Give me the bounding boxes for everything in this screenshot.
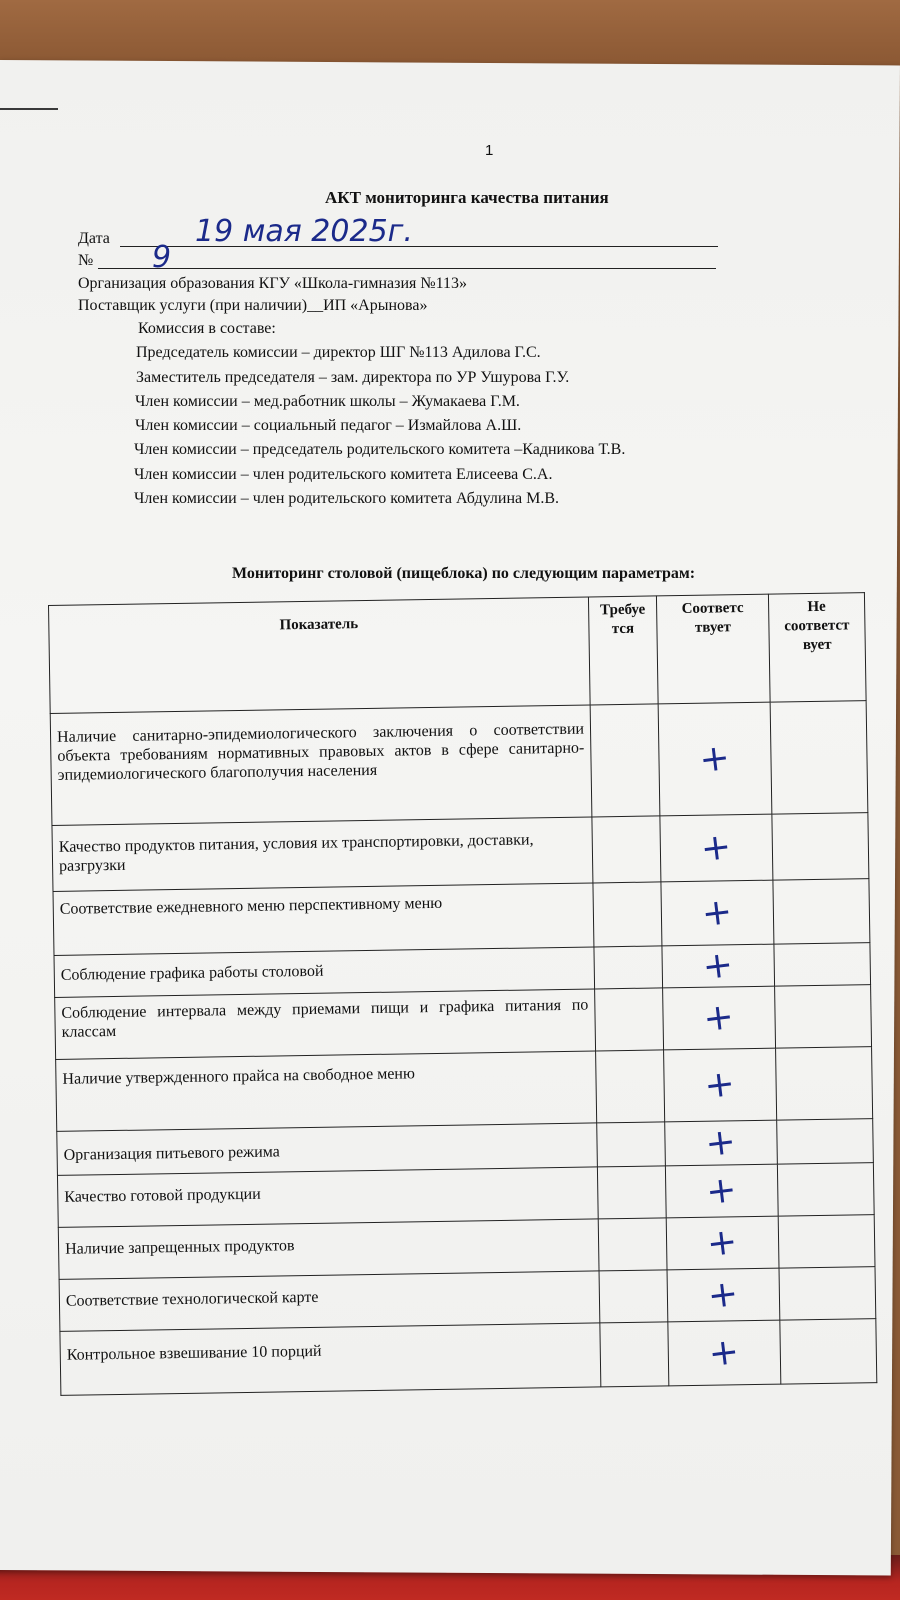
table-row [60, 1319, 877, 1396]
commission-member: Член комиссии – член родительского комитета Абдулина М.В. [134, 490, 560, 507]
not-complies-cell [780, 1319, 877, 1385]
complies-cell [661, 880, 774, 946]
handwritten-plus-mark: + [703, 1120, 739, 1165]
number-underline [98, 268, 716, 269]
complies-cell [660, 814, 773, 882]
indicator-cell: Соответствие ежедневного меню перспективному меню [53, 883, 594, 955]
handwritten-plus-mark: + [705, 1272, 741, 1317]
handwritten-plus-mark: + [706, 1330, 742, 1375]
header-required [588, 596, 658, 705]
header-complies-text: Соответс твует [681, 600, 744, 636]
header-complies [656, 594, 770, 704]
handwritten-plus-mark: + [698, 825, 734, 870]
commission-member: Член комиссии – мед.работник школы – Жумакаева Г.М. [135, 393, 520, 410]
complies-cell [658, 702, 772, 816]
not-complies-cell [772, 813, 869, 880]
number-label: № [78, 252, 94, 269]
handwritten-plus-mark: + [699, 890, 735, 935]
not-complies-cell [779, 1267, 876, 1321]
indicator-cell: Соблюдение графика работы столовой [54, 947, 595, 997]
header-not-complies [768, 593, 866, 702]
number-handwritten-value: 9 [152, 240, 172, 275]
not-complies-cell [776, 1047, 873, 1120]
indicator-cell: Наличие санитарно-эпидемиологического заключения о соответствии объекта требованиям нормативных правовых актов в сфере санитарно-эпидемиологического благополучия населения [50, 705, 592, 825]
commission-heading: Комиссия в составе: [138, 320, 276, 337]
table-header-row [49, 593, 867, 714]
indicator-cell: Соблюдение интервала между приемами пищи и графика питания по классам [55, 989, 596, 1059]
required-cell [595, 988, 664, 1051]
complies-cell [664, 1048, 777, 1122]
complies-cell [665, 1120, 778, 1166]
handwritten-plus-mark: + [705, 1220, 740, 1265]
required-cell [599, 1270, 668, 1323]
indicator-cell: Соответствие технологической карте [59, 1271, 600, 1331]
required-cell [597, 1122, 666, 1167]
complies-cell [667, 1268, 780, 1322]
complies-cell [666, 1216, 779, 1270]
date-handwritten-value: 19 мая 2025г. [195, 214, 413, 249]
not-complies-cell [775, 985, 872, 1049]
page-number: 1 [485, 142, 494, 159]
handwritten-plus-mark: + [702, 1062, 738, 1107]
not-complies-cell [770, 701, 868, 814]
indicator-cell: Качество продуктов питания, условия их транспортировки, доставки, разгрузки [52, 817, 593, 891]
complies-cell [662, 944, 775, 988]
required-cell [598, 1218, 667, 1271]
table-row [56, 1047, 873, 1132]
table-row [50, 701, 868, 826]
commission-member: Председатель комиссии – директор ШГ №113 Адилова Г.С. [136, 344, 541, 361]
corner-rule [0, 108, 58, 110]
handwritten-plus-mark: + [704, 1168, 740, 1213]
section-title: Мониторинг столовой (пищеблока) по следующим параметрам: [232, 565, 696, 582]
handwritten-plus-mark: + [700, 943, 736, 988]
not-complies-cell [773, 879, 870, 945]
header-required-text: Требуе тся [599, 601, 646, 637]
not-complies-cell [777, 1163, 874, 1217]
supplier-line: Поставщик услуги (при наличии)__ИП «Арынова» [78, 297, 428, 314]
complies-cell [663, 986, 776, 1050]
indicator-cell: Наличие утвержденного прайса на свободное меню [56, 1051, 597, 1131]
not-complies-cell [778, 1215, 875, 1269]
indicator-cell: Контрольное взвешивание 10 порций [60, 1323, 601, 1395]
commission-member: Член комиссии – председатель родительского комитета –Кадникова Т.В. [134, 441, 626, 458]
indicator-cell: Качество готовой продукции [57, 1167, 598, 1227]
complies-cell [665, 1164, 778, 1218]
commission-member: Член комиссии – член родительского комитета Елисеева С.А. [134, 466, 553, 483]
required-cell [592, 816, 661, 883]
handwritten-plus-mark: + [697, 736, 733, 781]
header-indicator: Показатель [49, 597, 591, 713]
not-complies-cell [777, 1119, 874, 1165]
document-title: АКТ мониторинга качества питания [325, 188, 609, 207]
complies-cell [668, 1320, 781, 1386]
required-cell [597, 1166, 666, 1219]
indicator-cell: Организация питьевого режима [57, 1123, 598, 1175]
commission-member: Член комиссии – социальный педагог – Измайлова А.Ш. [135, 417, 522, 434]
indicator-cell: Наличие запрещенных продуктов [58, 1219, 599, 1279]
commission-member: Заместитель председателя – зам. директора по УР Ушурова Г.У. [136, 369, 570, 386]
required-cell [590, 704, 660, 817]
date-label: Дата [78, 230, 110, 247]
header-not-complies-text: Не соответст вует [784, 598, 850, 653]
not-complies-cell [774, 943, 871, 987]
required-cell [600, 1322, 669, 1387]
handwritten-plus-mark: + [701, 995, 737, 1040]
required-cell [596, 1050, 665, 1123]
monitoring-table [48, 592, 877, 1396]
organization-line: Организация образования КГУ «Школа-гимназия №113» [78, 275, 468, 292]
required-cell [593, 882, 662, 947]
required-cell [594, 946, 663, 989]
